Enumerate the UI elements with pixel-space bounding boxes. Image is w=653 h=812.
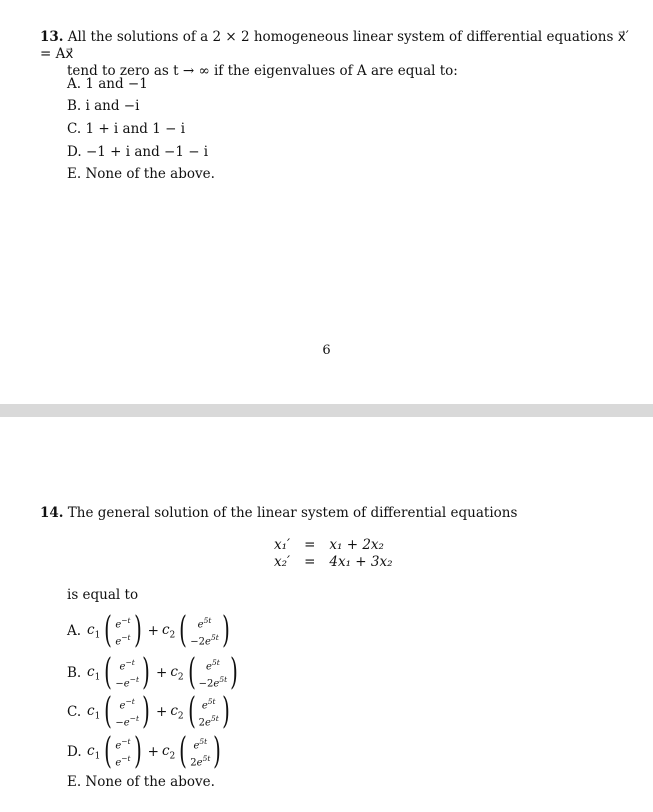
q14-option-e: E. None of the above. <box>67 774 215 790</box>
equation-row-1: x₁′ = x₁ + 2x₂ <box>274 537 384 553</box>
q14-option-c: C. $c_1$ ( $e^{-t}$ $-e^{-t}$ ) + $c_2$ ( $e^{5t}$ $2e^{5t}$ ) <box>67 691 230 732</box>
question-13-line1: All the solutions of a 2 × 2 homogeneous linear system of differential equations x⃗′ = Ax⃗ <box>40 29 629 62</box>
page-separator <box>0 404 653 417</box>
question-13-stem <box>40 29 630 80</box>
equation-system <box>270 537 397 571</box>
q13-option-b: B. i and −i <box>67 98 140 114</box>
q13-option-d: D. −1 + i and −1 − i <box>67 144 209 160</box>
q14-option-b: B. $c_1$ ( $e^{-t}$ $-e^{-t}$ ) + $c_2$ ( $e^{5t}$ $-2e^{5t}$ ) <box>67 652 239 693</box>
question-14-stem <box>40 505 517 522</box>
question-14-text: The general solution of the linear system of differential equations <box>67 505 518 521</box>
q13-option-e: E. None of the above. <box>67 166 215 182</box>
is-equal-to: is equal to <box>67 587 139 603</box>
question-14-number: 14. <box>40 505 64 521</box>
page-number: 6 <box>322 343 331 358</box>
q14-option-d: D. $c_1$ ( $e^{-t}$ $e^{-t}$ ) + $c_2$ ( $e^{5t}$ $2e^{5t}$ ) <box>67 731 222 772</box>
equation-row-2: x₂′ = 4x₁ + 3x₂ <box>274 554 393 570</box>
question-13-line2: tend to zero as t → ∞ if the eigenvalues of A are equal to: <box>67 63 458 79</box>
page-top <box>0 0 653 404</box>
q13-option-c: C. 1 + i and 1 − i <box>67 121 186 137</box>
q14-option-a: A. $c_1$ ( $e^{-t}$ $e^{-t}$ ) + $c_2$ ( $e^{5t}$ $-2e^{5t}$ ) <box>67 610 230 651</box>
q13-option-a: A. 1 and −1 <box>67 76 148 92</box>
question-13-number: 13. <box>40 29 64 45</box>
